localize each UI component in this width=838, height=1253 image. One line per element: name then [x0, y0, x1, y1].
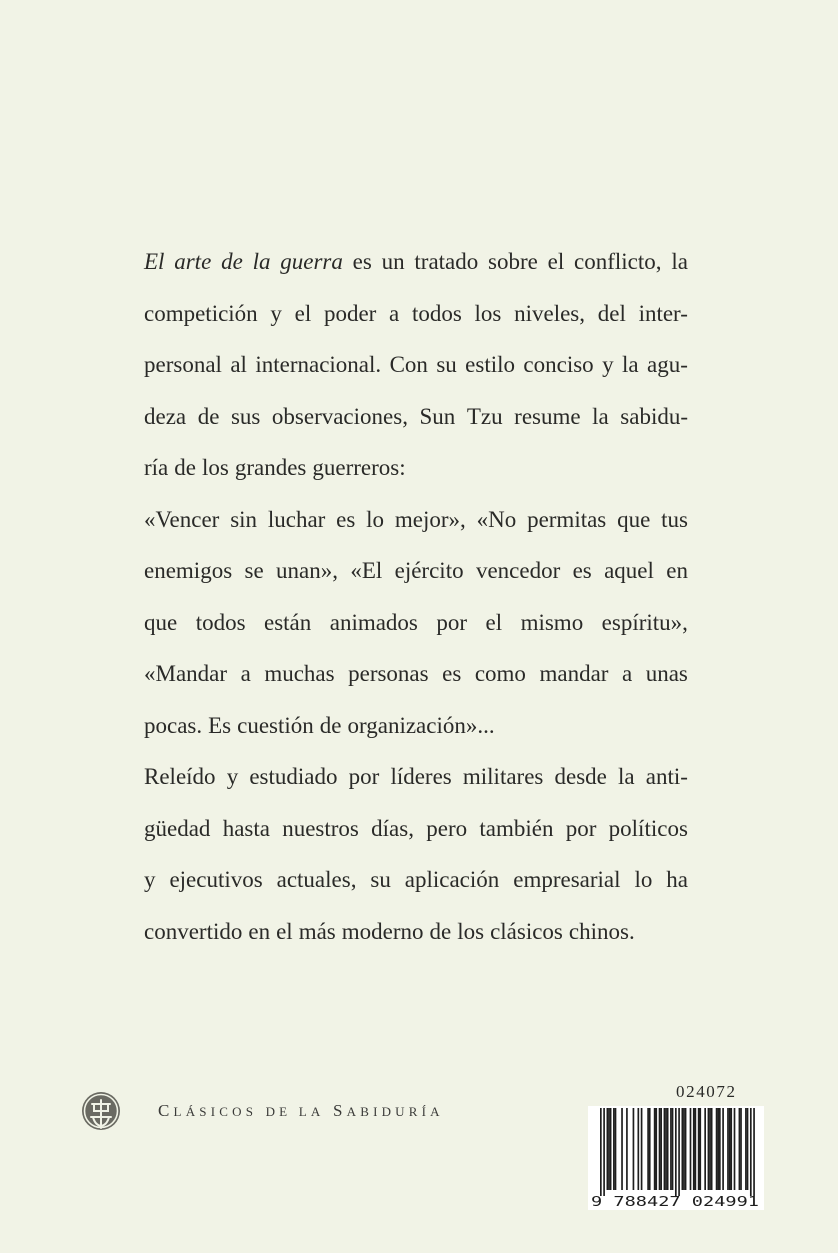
blurb-word: inter-	[638, 300, 688, 326]
blurb-word: permitas	[527, 506, 607, 532]
barcode-bar	[683, 1108, 685, 1190]
blurb-word: tus	[661, 506, 688, 532]
blurb-line	[144, 648, 688, 700]
blurb-line	[144, 494, 688, 546]
collection-name: CLÁSICOS DE LA SABIDURÍA	[158, 1101, 444, 1120]
blurb-word: la	[618, 764, 635, 789]
barcode-bar	[660, 1108, 662, 1190]
blurb-word: Tzu	[466, 403, 503, 429]
blurb-word: todos	[411, 300, 462, 326]
blurb-word: unan»,	[276, 558, 338, 583]
blurb-word: es	[336, 506, 356, 532]
blurb-word: Releído	[144, 764, 216, 789]
isbn-barcode	[588, 1106, 764, 1210]
blurb-word: por	[348, 764, 380, 789]
blurb-word: de	[319, 712, 342, 738]
blurb-word: del	[597, 300, 626, 326]
blurb-word: todos	[195, 609, 246, 635]
blurb-line	[144, 803, 688, 855]
blurb-word: a	[240, 661, 251, 686]
blurb-word: estudiado	[249, 764, 338, 789]
blurb-word: personas	[348, 661, 429, 686]
blurb-word: vencedor	[475, 558, 561, 583]
blurb-word: más	[298, 918, 336, 944]
blurb-word: ría	[144, 455, 169, 480]
blurb-word: pero	[426, 815, 468, 841]
blurb-word: el	[547, 249, 565, 274]
barcode-bar	[654, 1108, 656, 1190]
barcode-bar	[704, 1108, 706, 1190]
blurb-word: es	[352, 249, 372, 274]
blurb-word: aquel	[604, 558, 654, 583]
back-cover-blurb	[144, 236, 688, 957]
blurb-word: «No	[476, 506, 517, 532]
blurb-word: como	[474, 661, 526, 686]
seal-logo-icon	[80, 1090, 122, 1132]
barcode-bar	[607, 1108, 609, 1190]
collection-footer	[80, 1090, 444, 1132]
barcode-bar	[603, 1108, 605, 1196]
blurb-word: sin	[230, 506, 258, 532]
blurb-line	[144, 236, 688, 288]
blurb-word: que	[144, 609, 178, 635]
blurb-line	[144, 288, 688, 340]
barcode-bar	[655, 1108, 657, 1190]
blurb-line	[144, 339, 688, 391]
blurb-word: lo	[366, 506, 385, 532]
barcode-bar	[717, 1108, 719, 1190]
blurb-word: resume	[514, 403, 581, 429]
blurb-word: pocas.	[144, 712, 203, 738]
blurb-line	[144, 442, 688, 494]
barcode-bar	[637, 1108, 639, 1190]
barcode-bar	[730, 1108, 732, 1190]
blurb-word: grandes	[234, 455, 307, 480]
barcode-bar	[670, 1108, 672, 1190]
barcode-bar	[711, 1108, 713, 1190]
blurb-word: El	[144, 249, 165, 274]
blurb-word: Sun	[419, 403, 456, 429]
blurb-word: competición	[144, 300, 258, 326]
blurb-word: güedad	[144, 815, 211, 841]
barcode-bar	[600, 1108, 602, 1196]
blurb-word: ejército	[394, 558, 464, 583]
blurb-word: luchar	[267, 506, 326, 532]
barcode-bar	[667, 1108, 669, 1190]
blurb-word: se	[244, 558, 264, 583]
barcode-bar	[750, 1108, 752, 1196]
blurb-line	[144, 700, 688, 752]
barcode-bar	[678, 1108, 680, 1196]
blurb-word: convertido	[144, 918, 243, 944]
blurb-word: por	[436, 609, 468, 635]
blurb-word: niveles,	[514, 300, 586, 326]
barcode-bar	[709, 1108, 711, 1190]
blurb-word: de	[174, 455, 196, 480]
blurb-word: animados	[329, 609, 418, 635]
blurb-word: desde	[554, 764, 607, 789]
blurb-word: ha	[666, 867, 688, 892]
barcode-bar	[613, 1108, 615, 1190]
blurb-word: los	[457, 918, 485, 944]
barcode-bar	[659, 1108, 661, 1190]
blurb-line	[144, 906, 688, 958]
blurb-word: el	[485, 609, 503, 635]
blurb-word: días,	[371, 815, 414, 841]
blurb-line	[144, 391, 688, 443]
blurb-word: de	[197, 403, 220, 429]
barcode-bar	[739, 1108, 741, 1190]
blurb-word: tratado	[414, 249, 479, 274]
barcode-bar	[641, 1108, 643, 1190]
barcode-bar	[729, 1108, 731, 1190]
blurb-word: es	[442, 661, 462, 686]
barcode-bar	[722, 1108, 724, 1190]
barcode-bar	[685, 1108, 687, 1190]
blurb-word: organización»...	[347, 712, 495, 738]
blurb-word: Con	[389, 352, 428, 377]
blurb-word: aplicación	[404, 867, 500, 892]
blurb-word: líderes	[390, 764, 452, 789]
blurb-word: espíritu»,	[601, 609, 688, 635]
blurb-line	[144, 751, 688, 803]
blurb-word: están	[264, 609, 312, 635]
blurb-word: anti-	[645, 764, 688, 789]
blurb-word: personal	[144, 352, 222, 377]
barcode-bar	[615, 1108, 617, 1190]
blurb-word: poder	[323, 300, 377, 326]
blurb-line	[144, 854, 688, 906]
barcode-bar	[675, 1108, 677, 1196]
barcode-bar	[753, 1108, 755, 1196]
blurb-word: un	[381, 249, 405, 274]
blurb-word: los	[474, 300, 502, 326]
barcode-bar	[745, 1108, 747, 1190]
blurb-word: «El	[350, 558, 383, 583]
blurb-word: deza	[144, 403, 187, 429]
blurb-word: enemigos	[144, 558, 233, 583]
barcode-bar	[664, 1108, 666, 1190]
blurb-word: guerreros:	[312, 455, 406, 480]
barcode-bar	[698, 1108, 700, 1190]
blurb-word: y	[226, 764, 239, 789]
blurb-word: actuales,	[276, 867, 357, 892]
blurb-word: por	[565, 815, 597, 841]
blurb-word: que	[617, 506, 651, 532]
blurb-word: la	[252, 249, 271, 274]
barcode-bar	[716, 1108, 718, 1190]
blurb-line	[144, 597, 688, 649]
blurb-word: lo	[634, 867, 653, 892]
blurb-word: cuestión	[237, 712, 314, 738]
isbn-barcode-digits: 9 788427 024991	[591, 1194, 759, 1210]
barcode-bar	[719, 1108, 721, 1190]
blurb-word: de	[221, 249, 243, 274]
blurb-word: la	[622, 352, 639, 377]
blurb-word: chinos.	[568, 918, 635, 944]
barcode-bar	[699, 1108, 701, 1190]
blurb-word: mejor»,	[394, 506, 466, 532]
blurb-word: y	[270, 300, 282, 326]
barcode-bar	[621, 1108, 623, 1190]
barcode-bar	[672, 1108, 674, 1190]
barcode-bar	[695, 1108, 697, 1190]
barcode-bar	[690, 1108, 692, 1190]
barcode-bar	[682, 1108, 684, 1190]
blurb-word: el	[294, 300, 312, 326]
blurb-line	[144, 545, 688, 597]
barcode-bar	[608, 1108, 610, 1190]
barcode-bar	[747, 1108, 749, 1190]
blurb-word: la	[592, 403, 609, 429]
blurb-word: conciso	[523, 352, 594, 377]
blurb-word: arte	[174, 249, 212, 274]
blurb-word: políticos	[608, 815, 688, 841]
blurb-word: de	[429, 918, 452, 944]
blurb-word: la	[671, 249, 688, 274]
blurb-word: en	[666, 558, 688, 583]
blurb-word: clásicos	[490, 918, 563, 944]
blurb-word: su	[436, 352, 457, 377]
blurb-word: empresarial	[513, 867, 621, 892]
blurb-word: y	[602, 352, 614, 377]
blurb-word: nuestros	[282, 815, 359, 841]
barcode-bar	[649, 1108, 651, 1190]
barcode-bar	[734, 1108, 736, 1190]
barcode-bar	[633, 1108, 635, 1190]
product-code: 024072	[676, 1082, 737, 1101]
barcode-bar	[626, 1108, 628, 1190]
blurb-word: en	[248, 918, 271, 944]
blurb-word: agu-	[647, 352, 688, 377]
blurb-word: sus	[230, 403, 261, 429]
blurb-word: militares	[462, 764, 544, 789]
blurb-word: guerra	[280, 249, 343, 274]
blurb-word: el	[276, 918, 293, 944]
barcode-bar	[647, 1108, 649, 1190]
blurb-word: hasta	[222, 815, 270, 841]
barcode-bar	[665, 1108, 667, 1190]
blurb-word: al	[230, 352, 247, 377]
blurb-word: moderno	[341, 918, 424, 944]
blurb-word: ejecutivos	[169, 867, 263, 892]
blurb-word: unas	[645, 661, 688, 686]
blurb-word: mismo	[520, 609, 584, 635]
blurb-word: estilo	[465, 352, 516, 377]
blurb-word: también	[479, 815, 554, 841]
blurb-word: sabidu-	[620, 403, 688, 429]
blurb-word: a	[389, 300, 400, 326]
barcode-bar	[610, 1108, 612, 1190]
barcode-bar	[727, 1108, 729, 1190]
blurb-word: Es	[208, 712, 232, 738]
blurb-word: es	[572, 558, 592, 583]
blurb-word: «Vencer	[144, 506, 220, 532]
blurb-word: los	[201, 455, 229, 480]
blurb-word: y	[144, 867, 156, 892]
blurb-word: conflicto,	[574, 249, 662, 274]
blurb-word: internacional.	[255, 352, 382, 377]
blurb-word: sobre	[488, 249, 538, 274]
blurb-word: muchas	[264, 661, 335, 686]
barcode-bar	[693, 1108, 695, 1190]
blurb-word: observaciones,	[271, 403, 408, 429]
blurb-word: mandar	[539, 661, 609, 686]
blurb-word: a	[621, 661, 633, 686]
barcode-bar	[740, 1108, 742, 1190]
blurb-word: su	[370, 867, 391, 892]
blurb-word: «Mandar	[144, 661, 228, 686]
barcode-bar	[708, 1108, 710, 1190]
